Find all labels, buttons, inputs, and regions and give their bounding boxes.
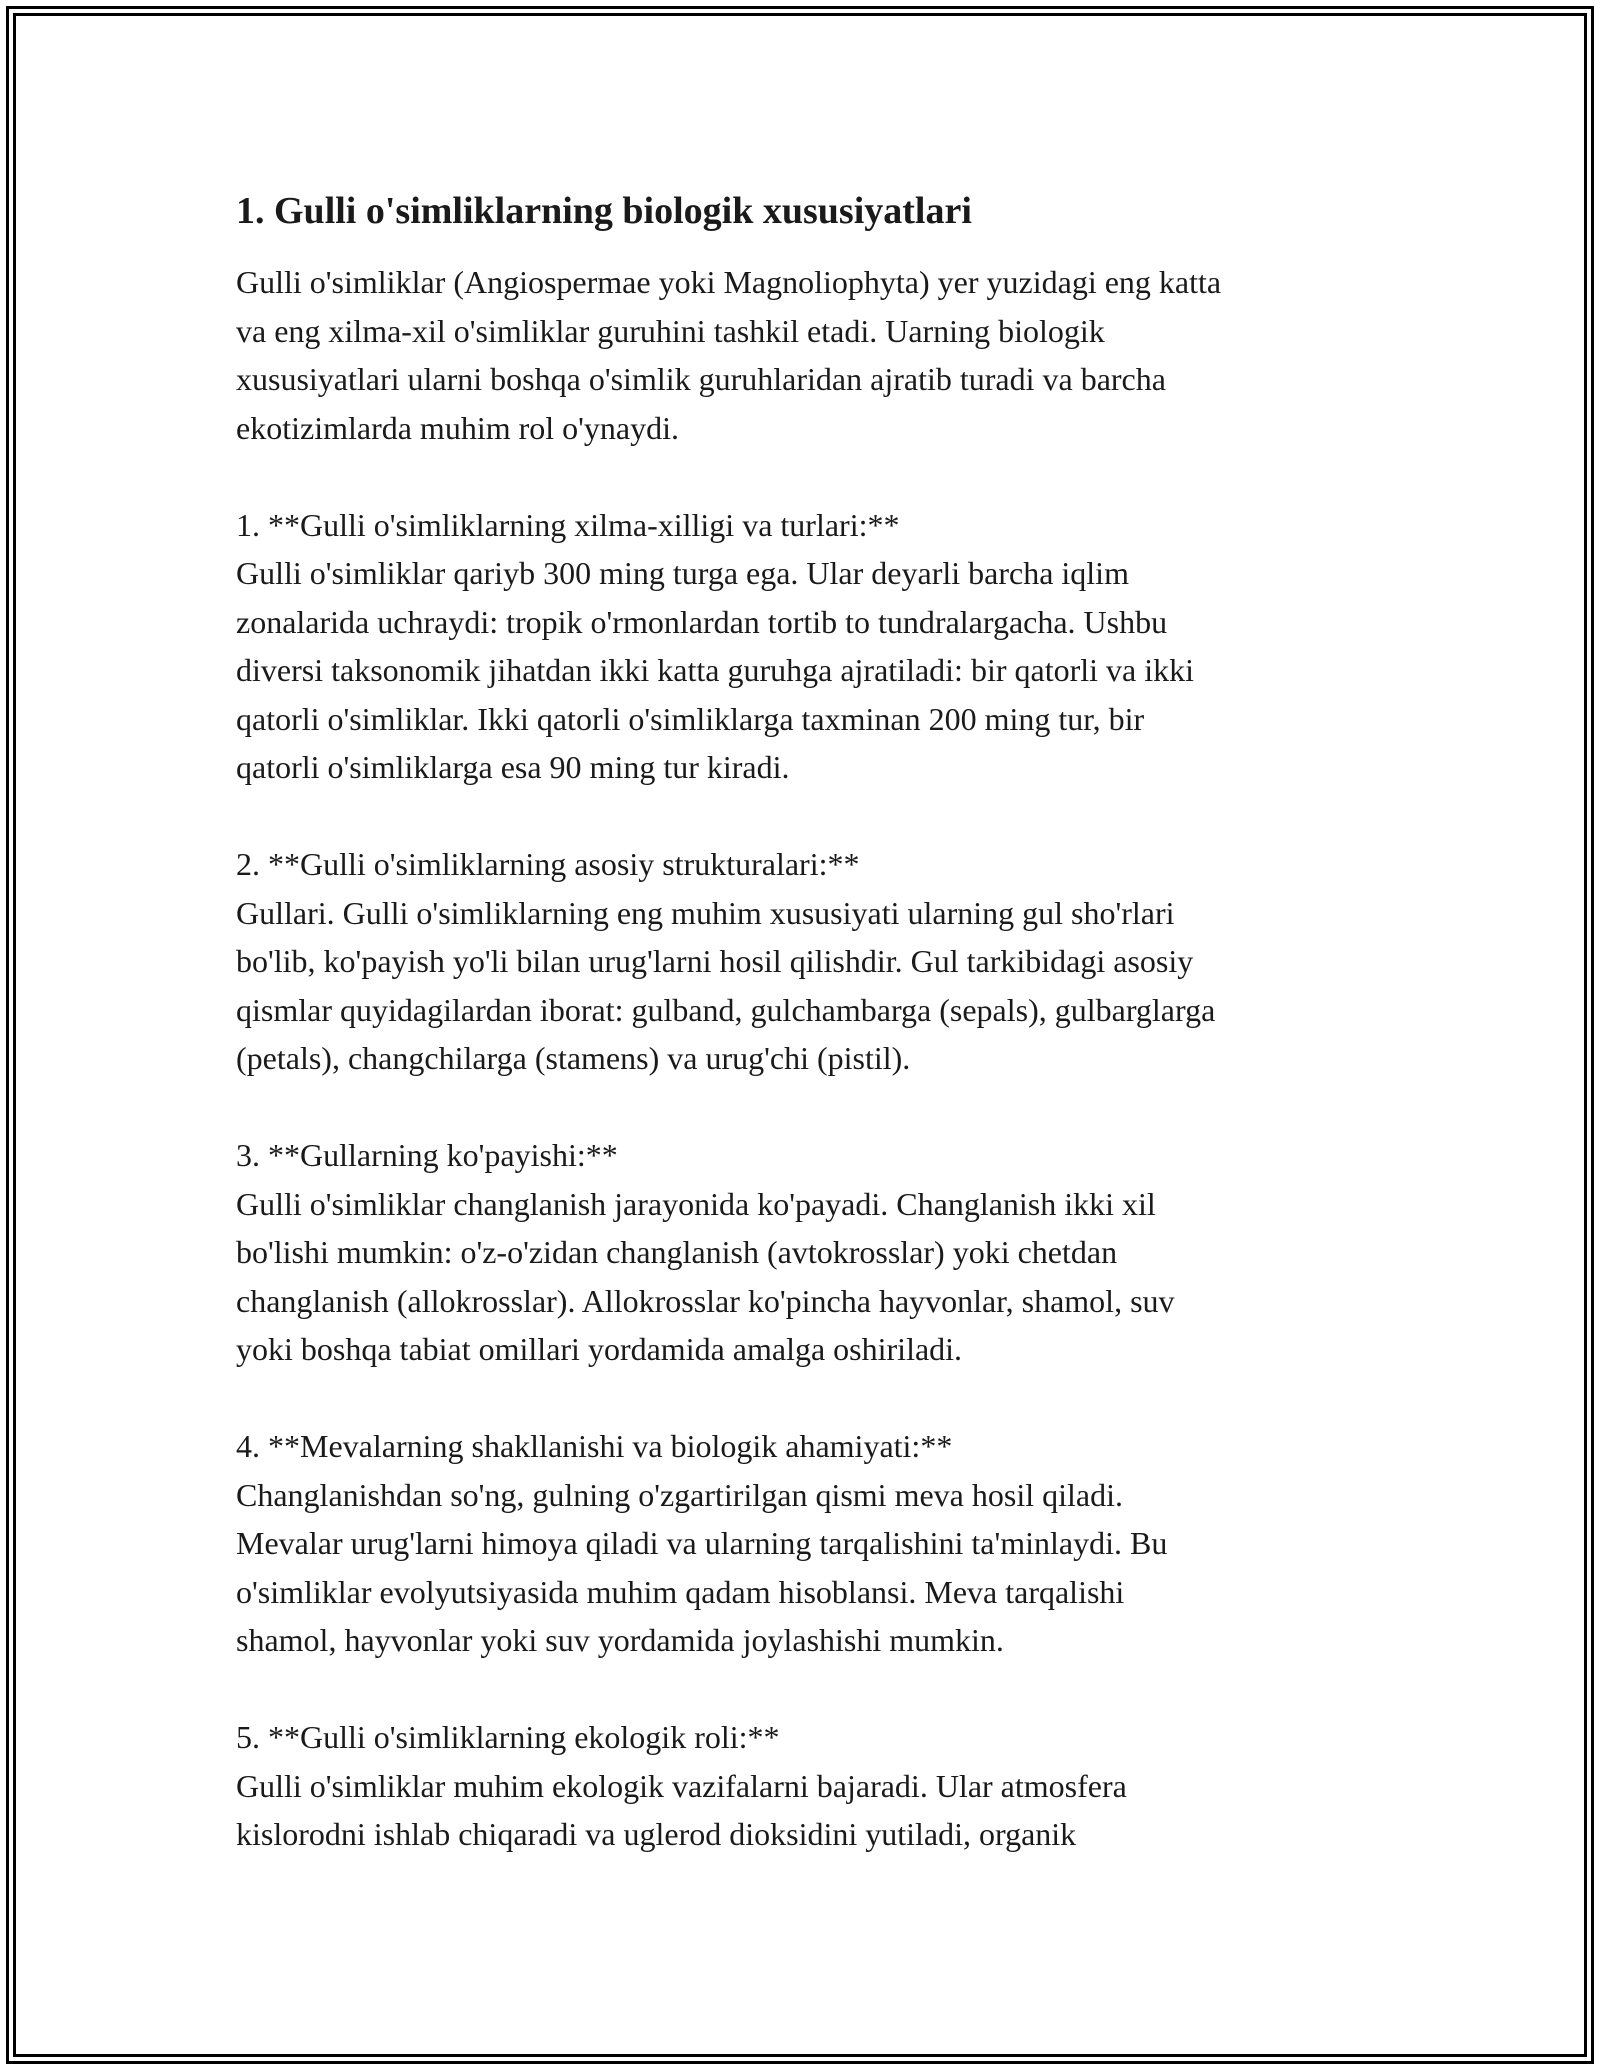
section-title: 1. **Gulli o'simliklarning xilma-xilligi va turlari:** (236, 506, 900, 543)
section-title: 3. **Gullarning ko'payishi:** (236, 1137, 618, 1173)
document-body (236, 186, 1386, 1907)
section-title: 4. **Mevalarning shakllanishi va biologik ahamiyati:** (236, 1428, 953, 1464)
section-ecology (236, 1713, 1386, 1859)
section-title: 2. **Gulli o'simliklarning asosiy strukturalari:** (236, 846, 860, 882)
section-body: Gulli o'simliklar qariyb 300 ming turga ega. Ular deyarli barcha iqlim zonalarida uchraydi: tropik o'rmonlardan tortib to tundralargacha. Ushbu diversi taksonomik jihatdan ikki katta guruhga ajratiladi: bir qatorli va ikki qatorli o'simliklar. Ikki qatorli o'simliklarga taxminan 200 ming tur, bir qatorli o'simliklarga esa 90 ming tur kiradi. (236, 555, 1194, 785)
intro-paragraph: Gulli o'simliklar (Angiospermae yoki Magnoliophyta) yer yuzidagi eng katta va eng xilma-xil o'simliklar guruhini tashkil etadi. Uarning biologik xususiyatlari ularni boshqa o'simlik guruhlaridan ajratib turadi va barcha ekotizimlarda muhim rol o'ynaydi. (236, 264, 1222, 446)
section-structures (236, 840, 1386, 1083)
section-reproduction (236, 1131, 1386, 1374)
section-body: Gulli o'simliklar muhim ekologik vazifalarni bajaradi. Ular atmosfera kislorodni ishlab chiqaradi va uglerod dioksidini yutiladi, organik (236, 1767, 1127, 1852)
section-body: Gulli o'simliklar changlanish jarayonida ko'payadi. Changlanish ikki xil bo'lishi mumkin: o'z-o'zidan changlanish (avtokrosslar) yoki chetdan changlanish (allokrosslar). Allokrosslar ko'pincha hayvonlar, shamol, suv yoki boshqa tabiat omillari yordamida amalga oshiriladi. (236, 1185, 1175, 1367)
page-title: 1. Gulli o'simliklarning biologik xususiyatlari (236, 190, 972, 232)
section-body: Changlanishdan so'ng, gulning o'zgartirilgan qismi meva hosil qiladi. Mevalar urug'larni himoya qiladi va ularning tarqalishini ta'minlaydi. Bu o'simliklar evolyutsiyasida muhim qadam hisoblansi. Meva tarqalishi shamol, hayvonlar yoki suv yordamida joylashishi mumkin. (236, 1476, 1168, 1658)
section-title: 5. **Gulli o'simliklarning ekologik roli:** (236, 1719, 780, 1755)
section-diversity (236, 501, 1386, 792)
section-fruits (236, 1422, 1386, 1665)
section-body: Gullari. Gulli o'simliklarning eng muhim xususiyati ularning gul sho'rlari bo'lib, ko'payish yo'li bilan urug'larni hosil qilishdir. Gul tarkibidagi asosiy qismlar quyidagilardan iborat: gulband, gulchambarga (sepals), gulbarglarga (petals), changchilarga (stamens) va urug'chi (pistil). (236, 894, 1216, 1076)
